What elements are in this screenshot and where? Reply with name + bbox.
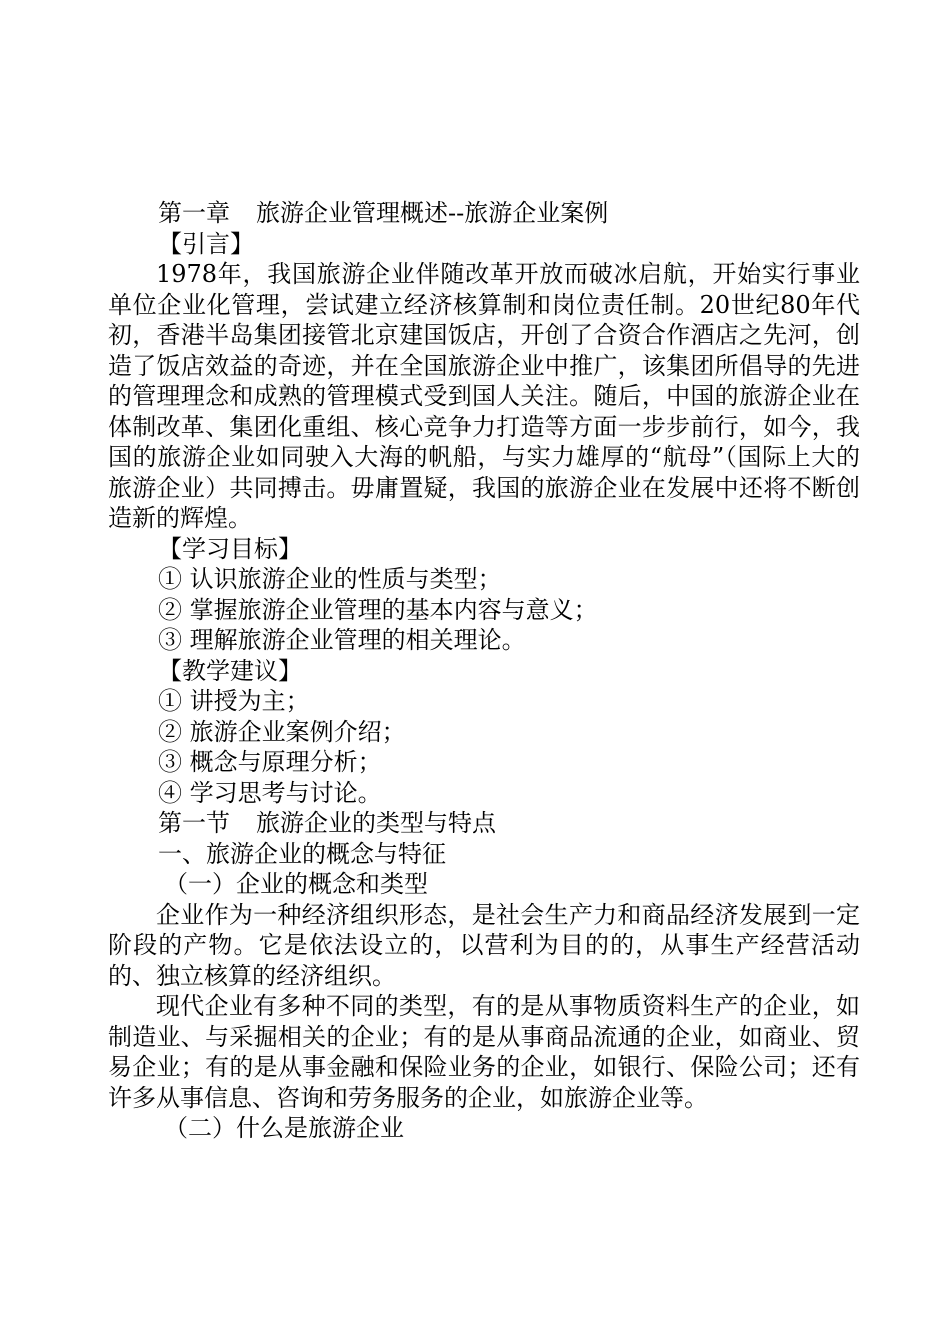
document-body bbox=[108, 198, 860, 1144]
objective-item: ① 认识旅游企业的性质与类型； bbox=[158, 565, 502, 593]
chapter-title-text: 旅游企业管理概述--旅游企业案例 bbox=[256, 199, 609, 227]
section-title bbox=[108, 808, 860, 839]
subsection-heading: 一、旅游企业的概念与特征 bbox=[158, 839, 446, 868]
teaching-heading: 【教学建议】 bbox=[158, 656, 302, 685]
objective-item: ③ 理解旅游企业管理的相关理论。 bbox=[158, 626, 526, 654]
intro-heading: 【引言】 bbox=[158, 229, 254, 258]
intro-paragraph: 1978年，我国旅游企业伴随改革开放而破冰启航，开始实行事业单位企业化管理，尝试建立经济核算制和岗位责任制。20世纪80年代初，香港半岛集团接管北京建国饭店，开创了合资合作酒店之先河，创造了饭店效益的奇迹，并在全国旅游企业中推广，该集团所倡导的先进的管理理念和成熟的管理模式受到国人关注。随后，中国的旅游企业在体制改革、集团化重组、核心竞争力打造等方面一步步前行，如今，我国的旅游企业如同驶入大海的帆船，与实力雄厚的“航母”（国际上大的旅游企业）共同搏击。毋庸置疑，我国的旅游企业在发展中还将不断创造新的辉煌。 bbox=[108, 260, 860, 532]
body-paragraph: 企业作为一种经济组织形态，是社会生产力和商品经济发展到一定阶段的产物。它是依法设立的，以营利为目的的，从事生产经营活动的、独立核算的经济组织。 bbox=[108, 900, 860, 990]
section-title-text: 旅游企业的类型与特点 bbox=[256, 809, 496, 837]
chapter-label: 第一章 bbox=[158, 199, 230, 227]
teaching-item: ② 旅游企业案例介绍； bbox=[158, 717, 406, 746]
chapter-title bbox=[108, 198, 860, 229]
objective-item: ② 掌握旅游企业管理的基本内容与意义； bbox=[158, 595, 598, 624]
subsubsection-heading: （一）企业的概念和类型 bbox=[164, 870, 428, 898]
body-paragraph: 现代企业有多种不同的类型，有的是从事物质资料生产的企业，如制造业、与采掘相关的企业；有的是从事商品流通的企业，如商业、贸易企业；有的是从事金融和保险业务的企业，如银行、保险公司；还有许多从事信息、咨询和劳务服务的企业，如旅游企业等。 bbox=[108, 992, 860, 1112]
subsubsection-heading: （二）什么是旅游企业 bbox=[164, 1114, 404, 1142]
teaching-item: ④ 学习思考与讨论。 bbox=[158, 778, 382, 807]
teaching-item: ③ 概念与原理分析； bbox=[158, 748, 382, 776]
section-label: 第一节 bbox=[158, 809, 230, 837]
objectives-heading: 【学习目标】 bbox=[158, 534, 302, 563]
teaching-item: ① 讲授为主； bbox=[158, 687, 310, 715]
